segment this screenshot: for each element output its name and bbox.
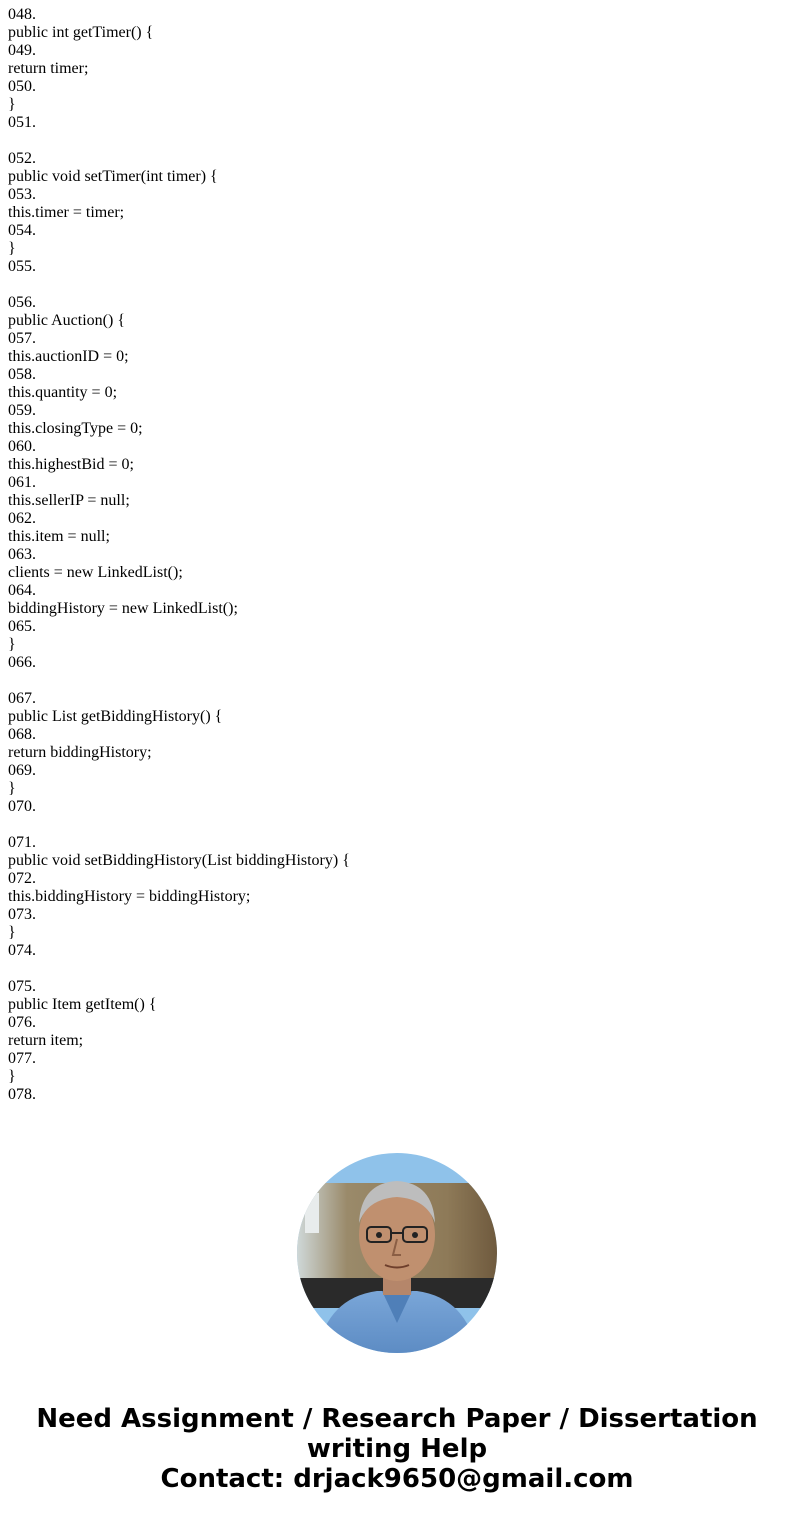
code-line: this.timer = timer; <box>8 204 125 221</box>
code-line: public void setBiddingHistory(List biddingHistory) { <box>8 852 350 869</box>
code-line: clients = new LinkedList(); <box>8 564 183 581</box>
author-photo <box>297 1153 497 1353</box>
code-line: 072. <box>8 870 36 887</box>
code-line: biddingHistory = new LinkedList(); <box>8 600 238 617</box>
code-line: this.closingType = 0; <box>8 420 143 437</box>
code-line: 055. <box>8 258 36 275</box>
code-line: public Item getItem() { <box>8 996 157 1013</box>
code-line: 063. <box>8 546 36 563</box>
code-line: 064. <box>8 582 36 599</box>
code-line: 060. <box>8 438 36 455</box>
code-line: } <box>8 240 16 257</box>
code-line: 069. <box>8 762 36 779</box>
code-line: this.quantity = 0; <box>8 384 118 401</box>
code-line <box>8 960 778 978</box>
code-line: 076. <box>8 1014 36 1031</box>
code-line <box>8 672 778 690</box>
code-line: 048. <box>8 6 36 23</box>
promo-contact: Contact: drjack9650@gmail.com <box>160 1464 634 1494</box>
code-line: 077. <box>8 1050 36 1067</box>
code-line: 052. <box>8 150 36 167</box>
code-line: 078. <box>8 1086 36 1103</box>
code-line: this.item = null; <box>8 528 110 545</box>
code-line: 049. <box>8 42 36 59</box>
code-line: 068. <box>8 726 36 743</box>
code-line: 071. <box>8 834 36 851</box>
code-line: public int getTimer() { <box>8 24 154 41</box>
code-line: 056. <box>8 294 36 311</box>
code-line: return item; <box>8 1032 84 1049</box>
code-line: 061. <box>8 474 36 491</box>
code-line: 051. <box>8 114 36 131</box>
code-line: 067. <box>8 690 36 707</box>
promo-headline: Need Assignment / Research Paper / Dissertation <box>36 1404 758 1434</box>
code-line: this.sellerIP = null; <box>8 492 130 509</box>
code-line: return biddingHistory; <box>8 744 152 761</box>
code-line: 075. <box>8 978 36 995</box>
code-line: 057. <box>8 330 36 347</box>
code-line: 054. <box>8 222 36 239</box>
code-line: } <box>8 924 16 941</box>
code-line <box>8 816 778 834</box>
code-line: } <box>8 636 16 653</box>
code-line: 059. <box>8 402 36 419</box>
code-line: 066. <box>8 654 36 671</box>
code-line <box>8 276 778 294</box>
code-line: return timer; <box>8 60 89 77</box>
code-line: this.auctionID = 0; <box>8 348 129 365</box>
code-line: } <box>8 780 16 797</box>
code-line <box>8 132 778 150</box>
code-line: this.highestBid = 0; <box>8 456 134 473</box>
code-line: 058. <box>8 366 36 383</box>
code-line: } <box>8 96 16 113</box>
code-line: 073. <box>8 906 36 923</box>
code-line: 062. <box>8 510 36 527</box>
code-line: public List getBiddingHistory() { <box>8 708 223 725</box>
code-line: 053. <box>8 186 36 203</box>
code-line: } <box>8 1068 16 1085</box>
code-listing <box>8 6 778 1104</box>
code-line: 050. <box>8 78 36 95</box>
code-line: public Auction() { <box>8 312 125 329</box>
code-line: 065. <box>8 618 36 635</box>
code-line: this.biddingHistory = biddingHistory; <box>8 888 251 905</box>
code-line: public void setTimer(int timer) { <box>8 168 218 185</box>
promo-block <box>0 1404 794 1494</box>
code-line: 074. <box>8 942 36 959</box>
promo-subheadline: writing Help <box>306 1434 488 1464</box>
code-line: 070. <box>8 798 36 815</box>
